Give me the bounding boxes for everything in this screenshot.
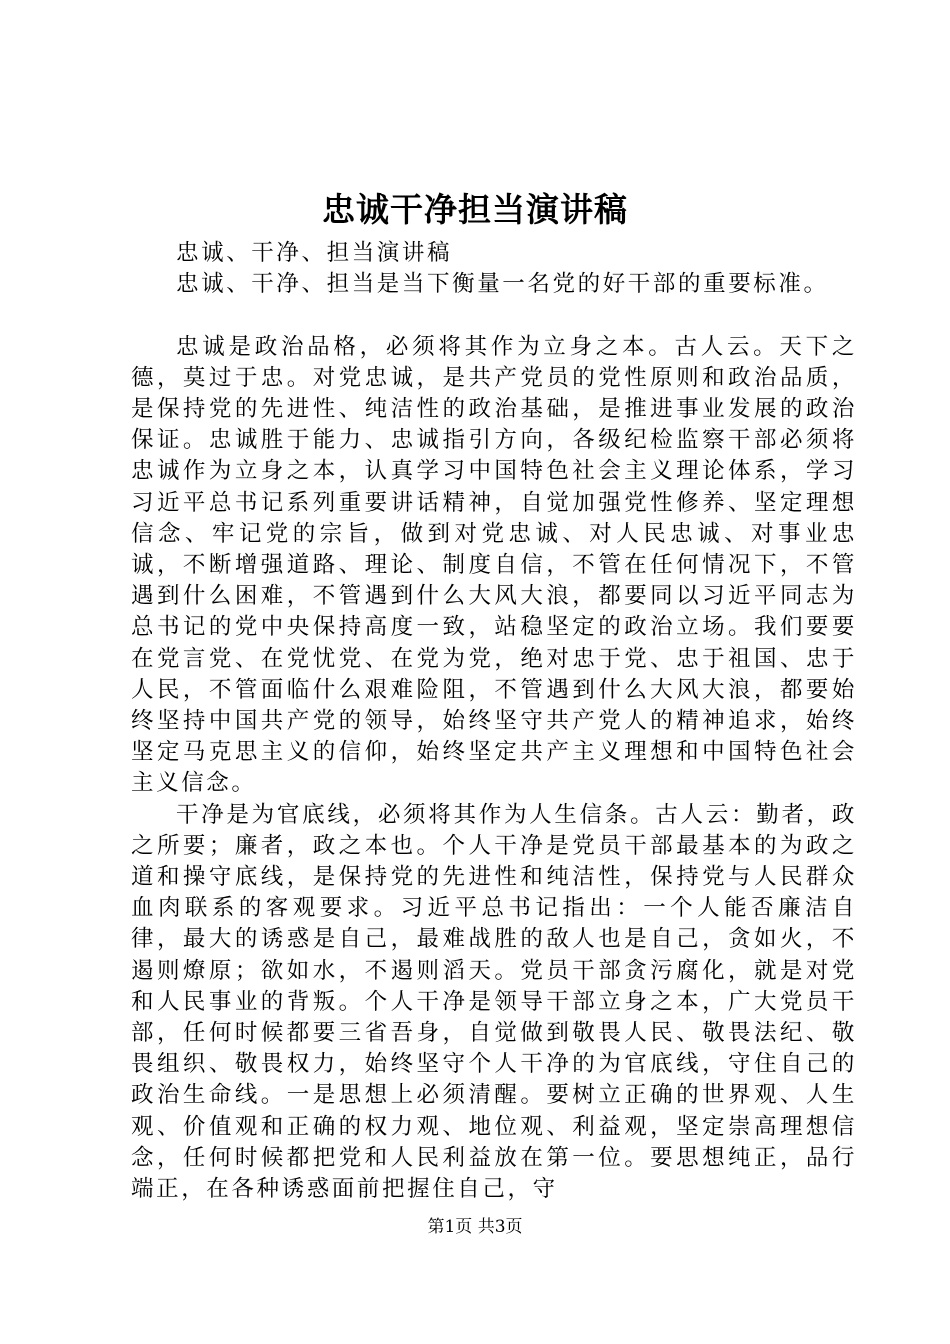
page-footer: 第1页 共3页 <box>427 1217 523 1237</box>
intro-line: 忠诚、干净、担当是当下衡量一名党的好干部的重要标准。 <box>176 271 829 298</box>
document-title: 忠诚干净担当演讲稿 <box>322 190 628 229</box>
paragraph-loyalty: 忠诚是政治品格，必须将其作为立身之本。古人云。天下之德，莫过于忠。对党忠诚，是共产党员的党性原则和政治品质，是保持党的先进性、纯洁性的政治基础，是推进事业发展的政治保证。忠诚胜于能力、忠诚指引方向，各级纪检监察干部必须将忠诚作为立身之本，认真学习中国特色社会主义理论体系，学习习近平总书记系列重要讲话精神，自觉加强党性修养、坚定理想信念、牢记党的宗旨，做到对党忠诚、对人民忠诚、对事业忠诚，不断增强道路、理论、制度自信，不管在任何情况下，不管遇到什么困难，不管遇到什么大风大浪，都要同以习近平同志为总书记的党中央保持高度一致，站稳坚定的政治立场。我们要要在党言党、在党忧党、在党为党，绝对忠于党、忠于祖国、忠于人民，不管面临什么艰难险阻，不管遇到什么大风大浪，都要始终坚持中国共产党的领导，始终坚守共产党人的精神追求，始终坚定马克思主义的信仰，始终坚定共产主义理想和中国特色社会主义信念。 <box>131 333 857 797</box>
subtitle-line: 忠诚、干净、担当演讲稿 <box>176 240 453 266</box>
blank-line <box>131 300 857 331</box>
paragraph-integrity: 干净是为官底线，必须将其作为人生信条。古人云：勤者，政之所要；廉者，政之本也。个人干净是党员干部最基本的为政之道和操守底线，是保持党的先进性和纯洁性，保持党与人民群众血肉联系的客观要求。习近平总书记指出：一个人能否廉洁自律，最大的诱惑是自己，最难战胜的敌人也是自己，贪如火，不遏则燎原；欲如水，不遏则滔天。党员干部贪污腐化，就是对党和人民事业的背叛。个人干净是领导干部立身之本，广大党员干部，任何时候都要三省吾身，自觉做到敬畏人民、敬畏法纪、敬畏组织、敬畏权力，始终坚守个人干净的为官底线，守住自己的政治生命线。一是思想上必须清醒。要树立正确的世界观、人生观、价值观和正确的权力观、地位观、利益观，坚定崇高理想信念，任何时候都把党和人民利益放在第一位。要思想纯正，品行端正，在各种诱惑面前把握住自己，守 <box>131 801 857 1203</box>
document-body <box>131 238 857 1205</box>
